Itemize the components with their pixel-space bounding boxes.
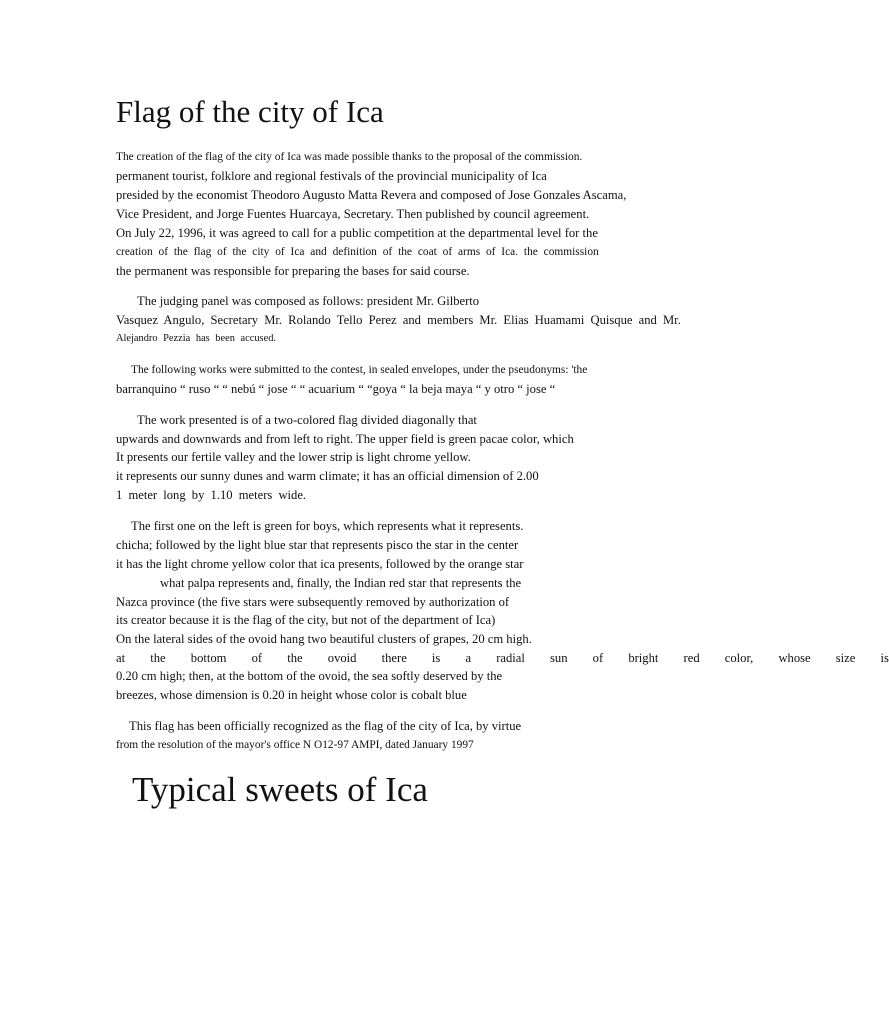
text-line: Vice President, and Jorge Fuentes Huarcaya, Secretary. Then published by council agreement. [116, 207, 590, 221]
text-line: Nazca province (the five stars were subsequently removed by authorization of [116, 595, 510, 609]
text-line: it represents our sunny dunes and warm climate; it has an official dimension of 2.00 [116, 469, 539, 483]
text-line: This flag has been officially recognized as the flag of the city of Ica, by virtue [129, 719, 522, 733]
text-line: permanent tourist, folklore and regional festivals of the provincial municipality of Ica [116, 169, 547, 183]
text-line: its creator because it is the flag of the city, but not of the department of Ica) [116, 613, 496, 627]
text-line: it has the light chrome yellow color that ica presents, followed by the orange star [116, 557, 524, 571]
text-line: 1 meter long by 1.10 meters wide. [116, 488, 307, 502]
text-line: 0.20 cm high; then, at the bottom of the ovoid, the sea softly deserved by the [116, 669, 503, 683]
text-line: The judging panel was composed as follows: president Mr. Gilberto [137, 294, 480, 308]
text-line: breezes, whose dimension is 0.20 in height whose color is cobalt blue [116, 688, 467, 702]
text-line: Vasquez Angulo, Secretary Mr. Rolando Tello Perez and members Mr. Elias Huamami Quisque and Mr. [116, 313, 681, 327]
section-title: Typical sweets of Ica [132, 770, 428, 809]
text-line: On the lateral sides of the ovoid hang two beautiful clusters of grapes, 20 cm high. [116, 632, 532, 646]
text-line: upwards and downwards and from left to right. The upper field is green pacae color, which [116, 432, 574, 446]
text-line: The following works were submitted to the contest, in sealed envelopes, under the pseudonyms: 'the [131, 364, 588, 376]
text-line: presided by the economist Theodoro Augusto Matta Revera and composed of Jose Gonzales Ascama, [116, 188, 627, 202]
text-line: Alejandro Pezzia has been accused. [116, 333, 276, 344]
text-line: what palpa represents and, finally, the Indian red star that represents the [160, 576, 522, 590]
text-line: creation of the flag of the city of Ica and definition of the coat of arms of Ica. the commission [116, 246, 599, 258]
text-line: the permanent was responsible for preparing the bases for said course. [116, 264, 470, 278]
text-line: The work presented is of a two-colored flag divided diagonally that [137, 413, 477, 427]
text-line: chicha; followed by the light blue star that represents pisco the star in the center [116, 538, 519, 552]
text-line: barranquino “ ruso “ “ nebú “ jose “ “ acuarium “ “goya “ la beja maya “ y otro “ jose “ [116, 382, 556, 396]
text-line: The first one on the left is green for boys, which represents what it represents. [131, 519, 524, 533]
text-line: from the resolution of the mayor's office N O12-97 AMPI, dated January 1997 [116, 739, 474, 751]
text-line: at the bottom of the ovoid there is a radial sun of bright red color, whose size is [116, 651, 889, 665]
text-line: On July 22, 1996, it was agreed to call for a public competition at the departmental level for the [116, 226, 598, 240]
text-line: It presents our fertile valley and the lower strip is light chrome yellow. [116, 450, 471, 464]
page-title: Flag of the city of Ica [116, 94, 384, 129]
text-line: The creation of the flag of the city of Ica was made possible thanks to the proposal of the commission. [116, 151, 583, 163]
